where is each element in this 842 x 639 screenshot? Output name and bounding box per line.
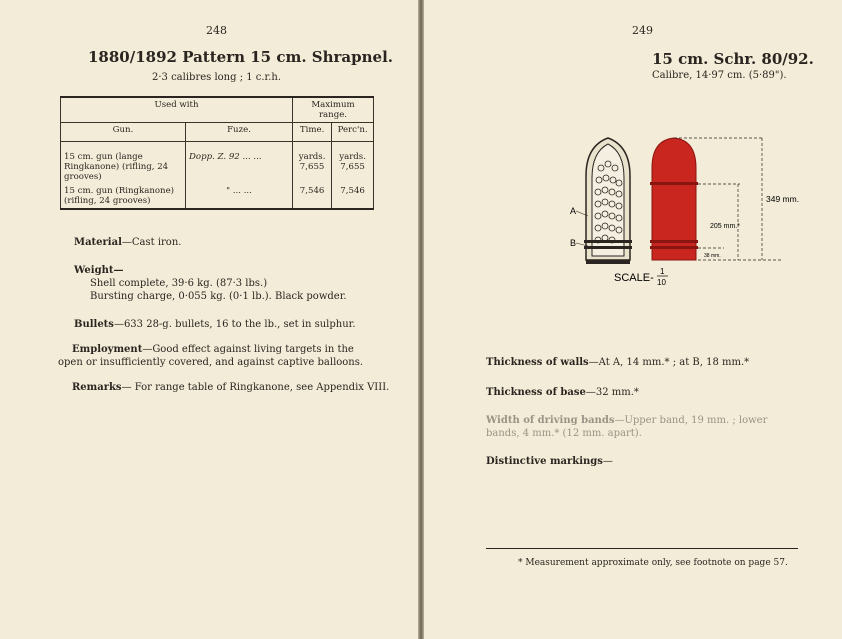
material-heading: Material [74, 237, 122, 248]
bands-para [486, 414, 802, 440]
perc-cell: 7,546 [332, 184, 374, 209]
fuze-cell: " ... ... [186, 184, 293, 209]
scale-num: 1 [660, 267, 665, 276]
bullets-text: —633 28-g. bullets, 16 to the lb., set in sulphur. [113, 319, 356, 330]
walls-para [486, 356, 749, 369]
page-number-left: 248 [206, 24, 227, 37]
perc-cell: yards. 7,655 [332, 142, 374, 185]
walls-text: —At A, 14 mm.* ; at B, 18 mm.* [588, 357, 750, 368]
shell-diagram [564, 128, 834, 290]
employment-para [58, 343, 370, 369]
right-page [424, 0, 842, 639]
bands-heading: Width of driving bands [486, 415, 615, 426]
scale-label: SCALE- [614, 272, 654, 284]
bullets-para [74, 318, 356, 331]
material-para [74, 236, 181, 249]
fuze-cell: Dopp. Z. 92 ... ... [186, 142, 293, 185]
employment-text: —Good effect against living targets in the open or insufficiently covered, and against captive balloons. [58, 344, 364, 368]
left-subtitle: 2·3 calibres long ; 1 c.r.h. [152, 72, 282, 83]
time-cell: yards. 7,655 [293, 142, 332, 185]
dim-small: 38 mm. [704, 253, 721, 259]
markings-text: — [602, 456, 613, 467]
time-cell: 7,546 [293, 184, 332, 209]
remarks-para [72, 381, 389, 394]
left-title: 1880/1892 Pattern 15 cm. Shrapnel. [88, 48, 393, 66]
base-heading: Thickness of base [486, 387, 586, 398]
used-with-header: Used with [61, 97, 293, 123]
shell-section-drawing [584, 138, 632, 264]
employment-heading: Employment [72, 344, 143, 355]
gun-cell: 15 cm. gun (Ringkanone) (rifling, 24 grooves) [61, 184, 186, 209]
remarks-text: — For range table of Ringkanone, see Appendix VIII. [121, 382, 390, 393]
weight-para [74, 264, 347, 303]
base-text: —32 mm.* [585, 387, 639, 398]
gun-header: Gun. [61, 123, 186, 142]
perc-header: Perc'n. [332, 123, 374, 142]
weight-heading: Weight— [74, 265, 124, 276]
time-header: Time. [293, 123, 332, 142]
table-row [61, 142, 374, 185]
walls-heading: Thickness of walls [486, 357, 589, 368]
weight-line-2: Bursting charge, 0·055 kg. (0·1 lb.). Black powder. [90, 291, 347, 302]
bullets-heading: Bullets [74, 319, 114, 330]
remarks-heading: Remarks [72, 382, 122, 393]
right-subtitle: Calibre, 14·97 cm. (5·89"). [652, 70, 787, 81]
left-page [0, 0, 418, 639]
material-text: —Cast iron. [121, 237, 182, 248]
shell-exterior-drawing [650, 138, 698, 260]
gun-cell: 15 cm. gun (lange Ringkanone) (rifling, 24 grooves) [61, 142, 186, 185]
used-with-table [60, 96, 374, 210]
fuze-header: Fuze. [186, 123, 293, 142]
bands-text: —Upper band, 19 mm. ; lower bands, 4 mm.* (12 mm. apart). [486, 415, 768, 439]
weight-line-1: Shell complete, 39·6 kg. (87·3 lbs.) [90, 278, 268, 289]
label-a: A [570, 206, 577, 216]
markings-para [486, 455, 613, 468]
base-para [486, 386, 639, 399]
dim-total: 349 mm. [766, 194, 800, 204]
dim-mid: 205 mm.* [710, 223, 740, 230]
page-number-right: 249 [632, 24, 653, 37]
markings-heading: Distinctive markings [486, 456, 603, 467]
scale-den: 10 [657, 278, 666, 287]
right-title: 15 cm. Schr. 80/92. [652, 50, 814, 68]
label-b: B [570, 238, 577, 248]
footnote-rule [486, 548, 798, 549]
footnote: * Measurement approximate only, see footnote on page 57. [518, 558, 788, 568]
max-range-header: Maximum range. [293, 97, 374, 123]
table-row [61, 184, 374, 209]
